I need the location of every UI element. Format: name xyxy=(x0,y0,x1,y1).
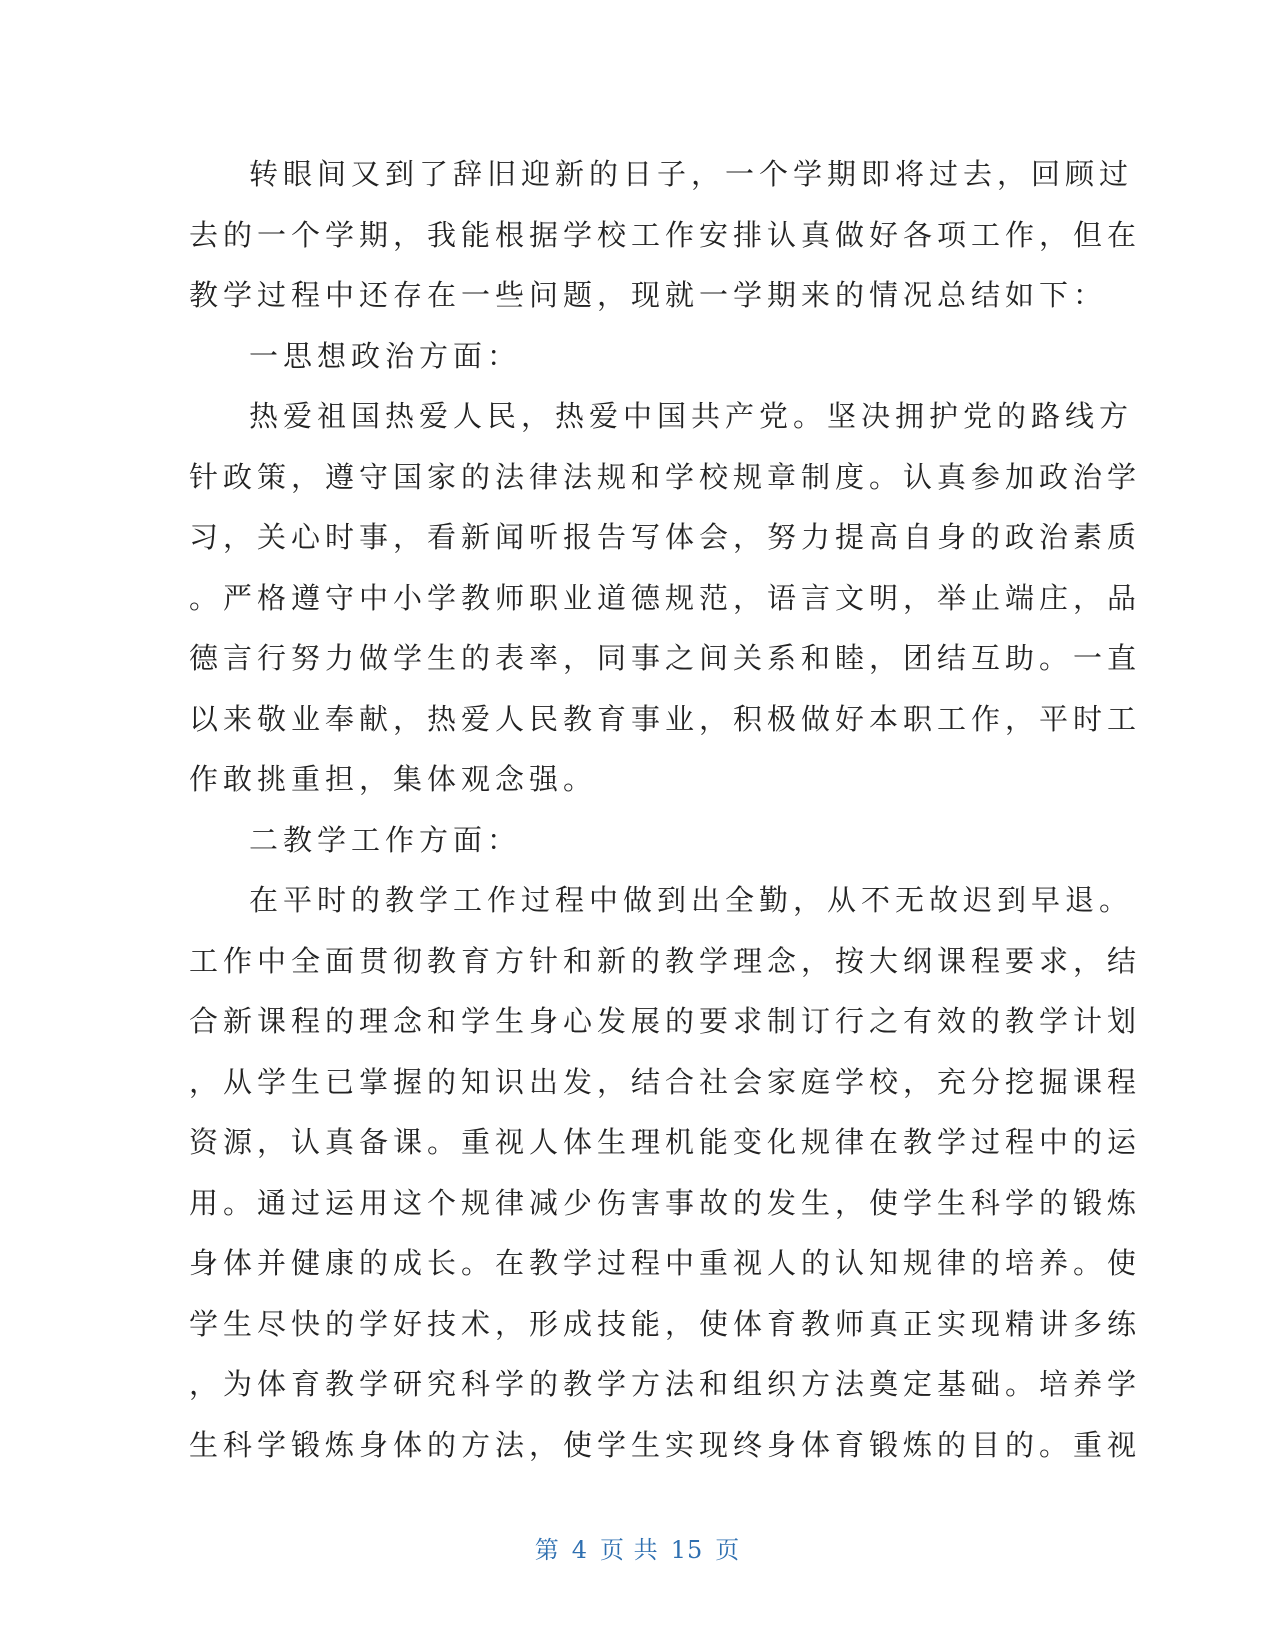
footer-suffix: 页 xyxy=(715,1536,741,1564)
footer-middle: 页 共 xyxy=(600,1536,659,1564)
paragraph-line: 合新课程的理念和学生身心发展的要求制订行之有效的教学计划 xyxy=(189,1004,1142,1038)
paragraph-line: 身体并健康的成长。在教学过程中重视人的认知规律的培养。使 xyxy=(189,1246,1142,1280)
paragraph-line: 。严格遵守中小学教师职业道德规范，语言文明，举止端庄，品 xyxy=(189,580,1142,615)
section-heading: 一思想政治方面： xyxy=(249,338,522,373)
paragraph-line: 针政策，遵守国家的法律法规和学校规章制度。认真参加政治学 xyxy=(189,459,1142,494)
paragraph-line: 德言行努力做学生的表率，同事之间关系和睦，团结互助。一直 xyxy=(189,641,1142,675)
paragraph-line: 作敢挑重担，集体观念强。 xyxy=(189,762,598,796)
paragraph-line: 以来敬业奉献，热爱人民教育事业，积极做好本职工作，平时工 xyxy=(189,701,1142,736)
paragraph-line: 教学过程中还存在一些问题，现就一学期来的情况总结如下： xyxy=(189,278,1108,312)
paragraph-line: 学生尽快的学好技术，形成技能，使体育教师真正实现精讲多练 xyxy=(189,1306,1142,1341)
paragraph-line: 转眼间又到了辞旧迎新的日子，一个学期即将过去，回顾过 xyxy=(249,157,1134,191)
document-body xyxy=(189,144,1142,1475)
paragraph-line: 习，关心时事，看新闻听报告写体会，努力提高自身的政治素质 xyxy=(189,520,1142,554)
paragraph-line: 生科学锻炼身体的方法，使学生实现终身体育锻炼的目的。重视 xyxy=(189,1427,1142,1462)
paragraph-line: 资源，认真备课。重视人体生理机能变化规律在教学过程中的运 xyxy=(189,1125,1142,1159)
paragraph-line: 工作中全面贯彻教育方针和新的教学理念，按大纲课程要求，结 xyxy=(189,943,1142,978)
paragraph-line: 热爱祖国热爱人民，热爱中国共产党。坚决拥护党的路线方 xyxy=(249,399,1134,433)
paragraph-line: ，为体育教学研究科学的教学方法和组织方法奠定基础。培养学 xyxy=(189,1367,1142,1401)
paragraph-line: ，从学生已掌握的知识出发，结合社会家庭学校，充分挖掘课程 xyxy=(189,1064,1142,1099)
paragraph-line: 去的一个学期，我能根据学校工作安排认真做好各项工作，但在 xyxy=(189,217,1142,252)
paragraph-line: 在平时的教学工作过程中做到出全勤，从不无故迟到早退。 xyxy=(249,883,1134,917)
footer-total-pages: 15 xyxy=(670,1536,704,1564)
section-heading: 二教学工作方面： xyxy=(249,822,522,857)
paragraph-line: 用。通过运用这个规律减少伤害事故的发生，使学生科学的锻炼 xyxy=(189,1185,1142,1220)
page-footer xyxy=(0,1530,1275,1565)
footer-prefix: 第 xyxy=(534,1536,560,1564)
footer-current-page: 4 xyxy=(571,1536,589,1564)
